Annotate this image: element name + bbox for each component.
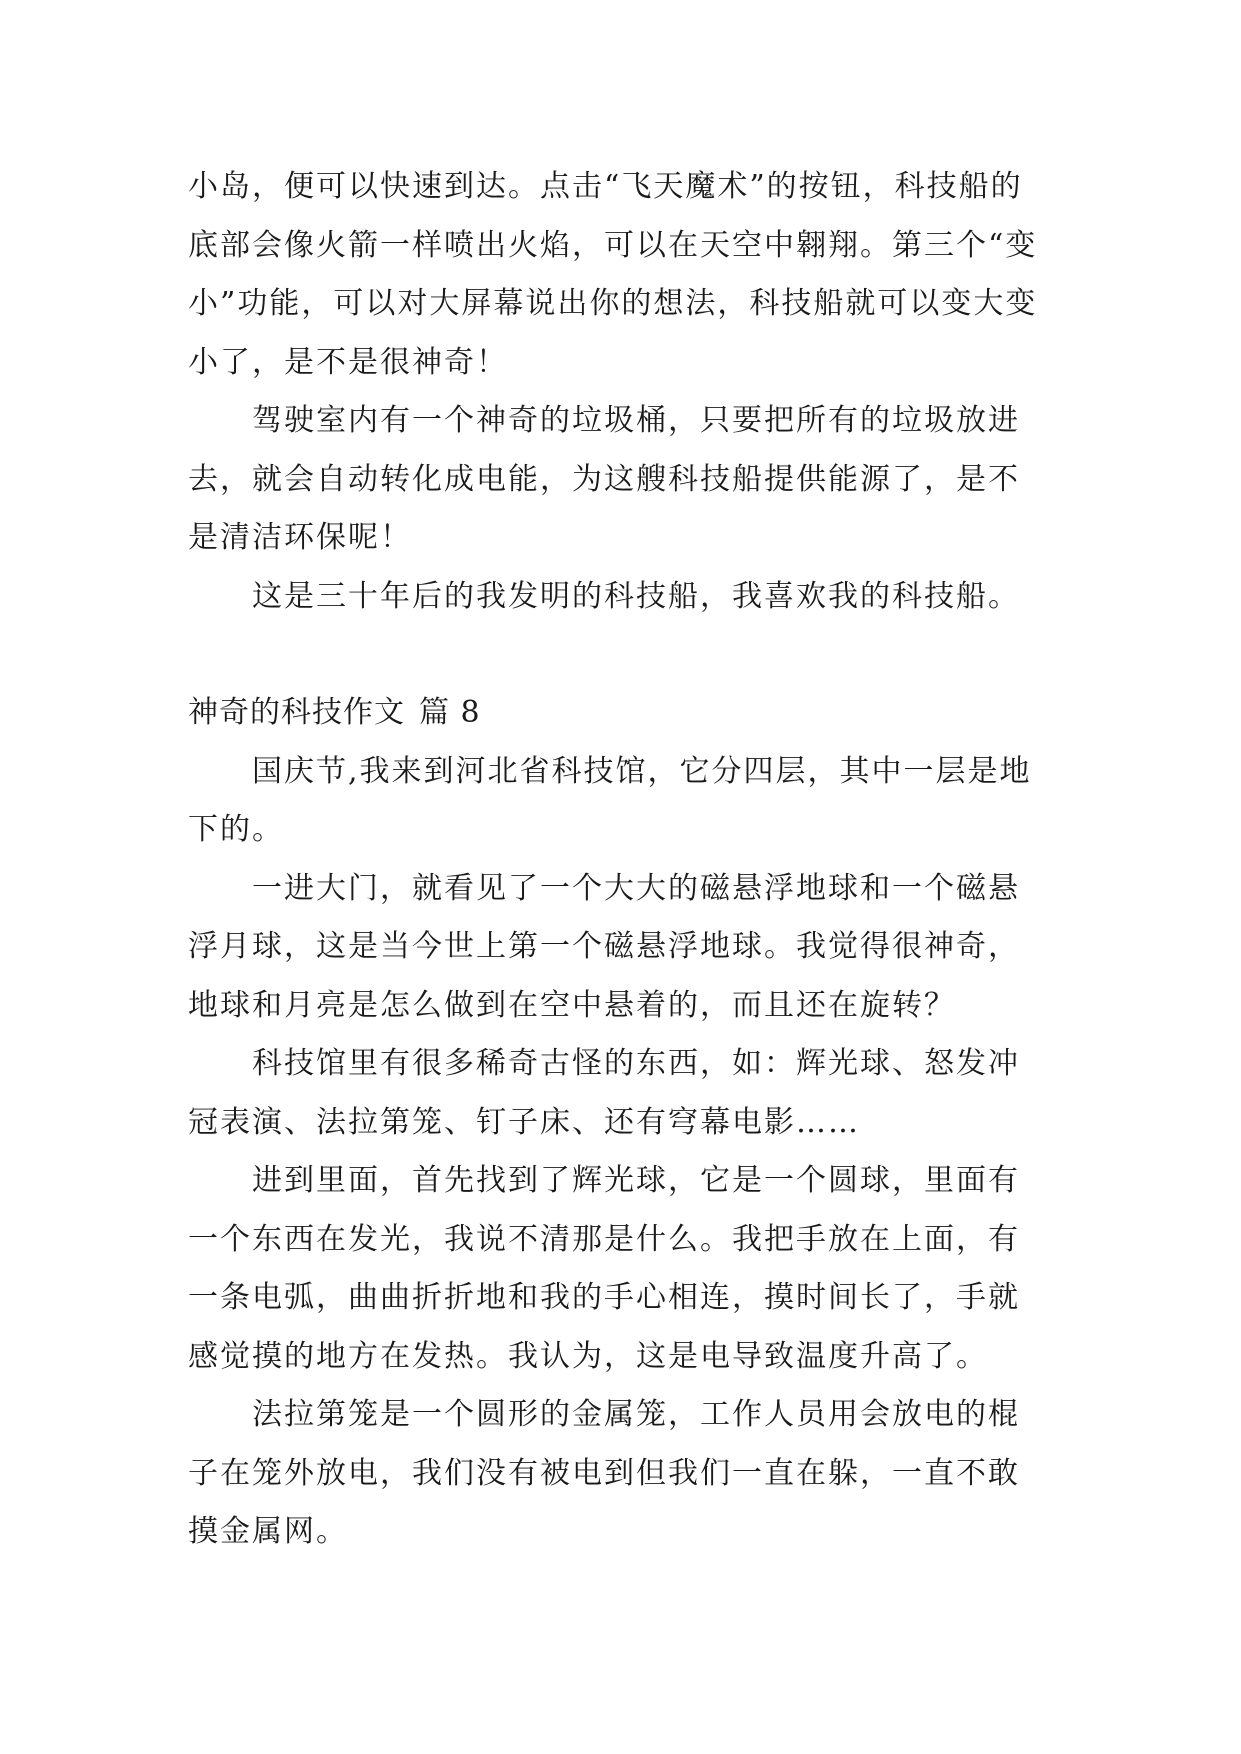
section-heading — [188, 684, 1048, 743]
paragraph: 这是三十年后的我发明的科技船，我喜欢我的科技船。 — [252, 578, 1020, 614]
paragraph: 科技馆里有很多稀奇古怪的东西，如：辉光球、怒发冲冠表演、法拉第笼、钉子床、还有穹幕电影…… — [188, 1046, 1020, 1140]
section-title: 神奇的科技作文 — [188, 695, 405, 730]
section-spacer — [188, 626, 1048, 684]
paragraph: 小岛，便可以快速到达。点击“飞天魔术”的按钮，科技船的底部会像火箭一样喷出火焰，可以在天空中翱翔。第三个“变小”功能，可以对大屏幕说出你的想法，科技船就可以变大变小了，是不是很神奇！ — [188, 169, 1038, 380]
section-number: 篇 8 — [419, 695, 481, 730]
document-body — [188, 158, 1048, 1562]
paragraph: 一进大门，就看见了一个大大的磁悬浮地球和一个磁悬浮月球，这是当今世上第一个磁悬浮地球。我觉得很神奇，地球和月亮是怎么做到在空中悬着的，而且还在旋转？ — [188, 870, 1020, 1023]
paragraph: 驾驶室内有一个神奇的垃圾桶，只要把所有的垃圾放进去，就会自动转化成电能，为这艘科技船提供能源了，是不是清洁环保呢！ — [188, 403, 1020, 555]
paragraph: 进到里面，首先找到了辉光球，它是一个圆球，里面有一个东西在发光，我说不清那是什么。我把手放在上面，有一条电弧，曲曲折折地和我的手心相连，摸时间长了，手就感觉摸的地方在发热。我认为，这是电导致温度升高了。 — [188, 1163, 1020, 1374]
paragraph: 国庆节,我来到河北省科技馆，它分四层，其中一层是地下的。 — [188, 753, 1032, 847]
paragraph: 法拉第笼是一个圆形的金属笼，工作人员用会放电的棍子在笼外放电，我们没有被电到但我们一直在躲，一直不敢摸金属网。 — [188, 1397, 1020, 1549]
